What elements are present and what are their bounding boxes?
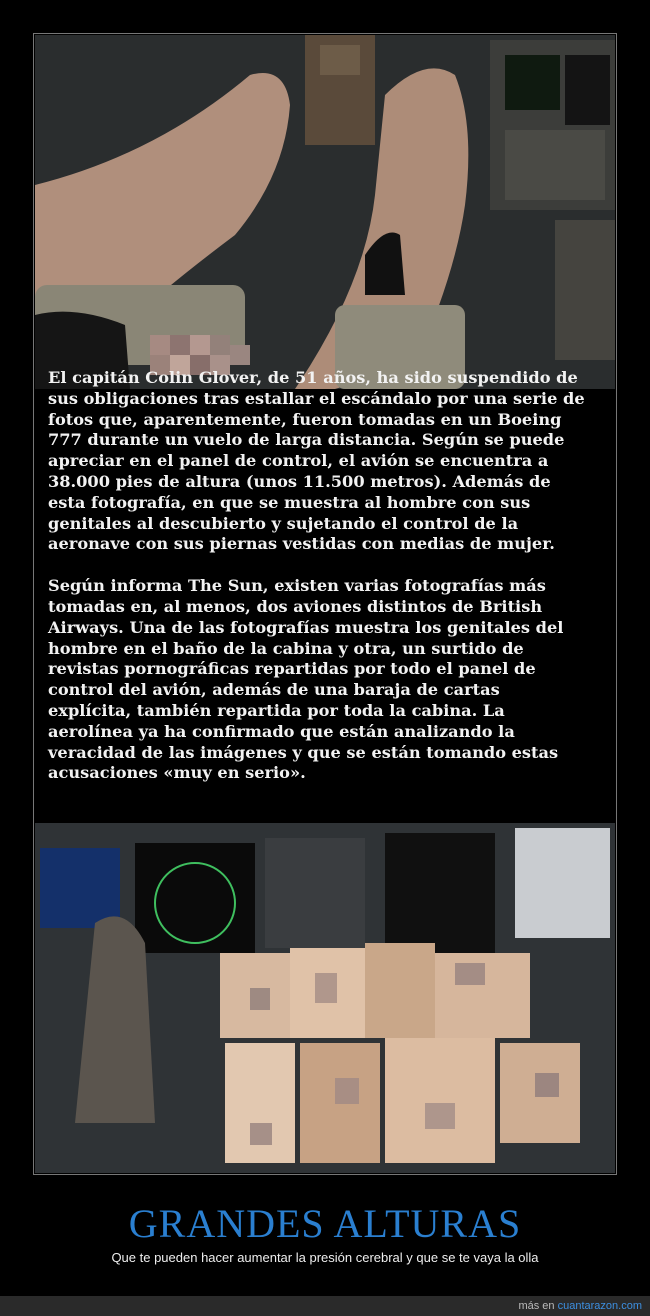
article-paragraph-1: El capitán Colin Glover, de 51 años, ha sido suspendido de sus obligaciones tras estallar el escándalo por una serie de fotos que, aparentemente, fueron tomadas en un Boeing 777 durante un vuelo de larga distancia. Según se puede apreciar en el panel de control, el avión se encuentra a 38.000 pies de altura (unos 11.500 metros). Además de esta fotografía, en que se muestra al hombre con sus genitales al descubierto y sujetando el control de la aeronave con sus piernas vestidas con medias de mujer. [48,368,585,554]
article-paragraph-2: Según informa The Sun, existen varias fotografías más tomadas en, al menos, dos aviones distintos de British Airways. Una de las fotografías muestra los genitales del hombre en el baño de la cabina y otra, un surtido de revistas pornográficas repartidas por todo el panel de control del avión, además de una baraja de cartas explícita, también repartida por toda la cabina. La aerolínea ya ha confirmado que están analizando la veracidad de las imágenes y que se están tomando estas acusaciones «muy en serio». [48,576,564,783]
cockpit-photo-bottom-illustration [35,823,615,1173]
cockpit-photo-top-illustration [35,35,615,389]
footer-prefix: más en [518,1300,558,1312]
cockpit-photo-bottom [35,823,615,1173]
site-footer [0,1296,650,1316]
cockpit-photo-top [35,35,615,389]
site-link[interactable]: cuantarazon.com [557,1300,642,1312]
poster-subtitle: Que te pueden hacer aumentar la presión cerebral y que se te vaya la olla [111,1250,539,1265]
poster-title: GRANDES ALTURAS [128,1201,522,1246]
article-text [48,368,588,805]
